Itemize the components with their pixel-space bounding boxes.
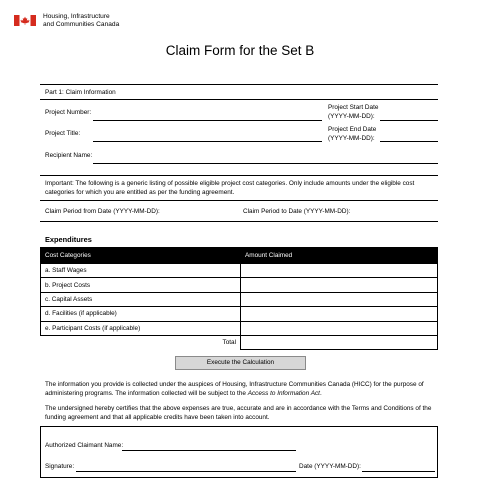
department-line-1: Housing, Infrastructure <box>43 13 110 20</box>
privacy-text-end: . <box>319 389 322 397</box>
amount-input-cell[interactable] <box>241 307 438 321</box>
signature-date-label: Date (YYYY-MM-DD): <box>299 463 361 470</box>
project-number-label: Project Number: <box>45 109 92 116</box>
signature-label: Signature: <box>45 463 75 470</box>
recipient-name-field[interactable] <box>93 163 438 164</box>
amount-input-cell[interactable] <box>241 264 438 278</box>
claimant-name-field[interactable] <box>122 450 296 451</box>
department-name <box>43 13 119 29</box>
project-number-field[interactable] <box>93 120 322 121</box>
start-date-label-line-2: (YYYY-MM-DD): <box>328 112 375 120</box>
start-date-field[interactable] <box>380 120 438 121</box>
important-note: Important: The following is a generic listing of possible eligible project cost categories. Only include amounts under the eligible cost categories for which you are entitled as per the funding agreement. <box>45 180 415 196</box>
claimant-name-label: Authorized Claimant Name: <box>45 442 124 449</box>
period-to-label: Claim Period to Date (YYYY-MM-DD): <box>243 208 351 215</box>
cost-category-cell: b. Project Costs <box>41 278 241 292</box>
total-label: Total <box>41 335 241 349</box>
section-divider <box>40 175 438 176</box>
privacy-notice <box>45 381 435 398</box>
end-date-label-line-1: Project End Date <box>328 126 377 133</box>
expenditures-table <box>40 247 438 350</box>
department-line-2: and Communities Canada <box>43 21 120 28</box>
signature-date-field[interactable] <box>362 471 435 472</box>
table-header-row <box>41 248 438 264</box>
table-row <box>41 278 438 292</box>
page-title: Claim Form for the Set B <box>165 43 315 58</box>
cost-category-cell: e. Participant Costs (if applicable) <box>41 321 241 335</box>
access-to-information-act: Access to Information Act <box>247 389 320 397</box>
period-from-label: Claim Period from Date (YYYY-MM-DD): <box>45 208 160 215</box>
certification-statement: The undersigned hereby certifies that the above expenses are true, accurate and are in accordance with the Terms and Conditions of the funding agreement and that all applicable credits have been taken into account. <box>45 405 432 421</box>
signature-field[interactable] <box>76 471 296 472</box>
amount-input-cell[interactable] <box>241 278 438 292</box>
section-divider <box>40 200 438 201</box>
start-date-label-line-1: Project Start Date <box>328 104 379 111</box>
table-row <box>41 264 438 278</box>
recipient-name-label: Recipient Name: <box>45 152 93 159</box>
project-title-label: Project Title: <box>45 130 81 137</box>
total-row <box>41 335 438 349</box>
cost-category-cell: a. Staff Wages <box>41 264 241 278</box>
cost-category-cell: c. Capital Assets <box>41 292 241 306</box>
end-date-field[interactable] <box>380 141 438 142</box>
column-header-category: Cost Categories <box>41 248 241 264</box>
end-date-label-line-2: (YYYY-MM-DD): <box>328 134 375 142</box>
end-date-label <box>328 126 376 143</box>
amount-input-cell[interactable] <box>241 292 438 306</box>
privacy-text: The information you provide is collected under the auspices of Housing, Infrastructure Communities Canada (HICC) for the purpose of administering programs. The information collected will be subject to the <box>45 381 424 397</box>
table-row <box>41 321 438 335</box>
table-row <box>41 292 438 306</box>
section-divider <box>40 221 438 222</box>
execute-calculation-button[interactable]: Execute the Calculation <box>175 356 306 370</box>
total-value-cell <box>241 335 438 349</box>
part1-heading: Part 1: Claim Information <box>45 89 116 96</box>
project-title-field[interactable] <box>93 141 322 142</box>
section-divider <box>40 84 438 85</box>
table-row <box>41 307 438 321</box>
canada-flag-icon <box>14 15 36 26</box>
start-date-label <box>328 104 378 121</box>
amount-input-cell[interactable] <box>241 321 438 335</box>
column-header-amount: Amount Claimed <box>241 248 438 264</box>
section-divider <box>40 99 438 100</box>
cost-category-cell: d. Facilities (if applicable) <box>41 307 241 321</box>
expenditures-heading: Expenditures <box>45 235 92 244</box>
